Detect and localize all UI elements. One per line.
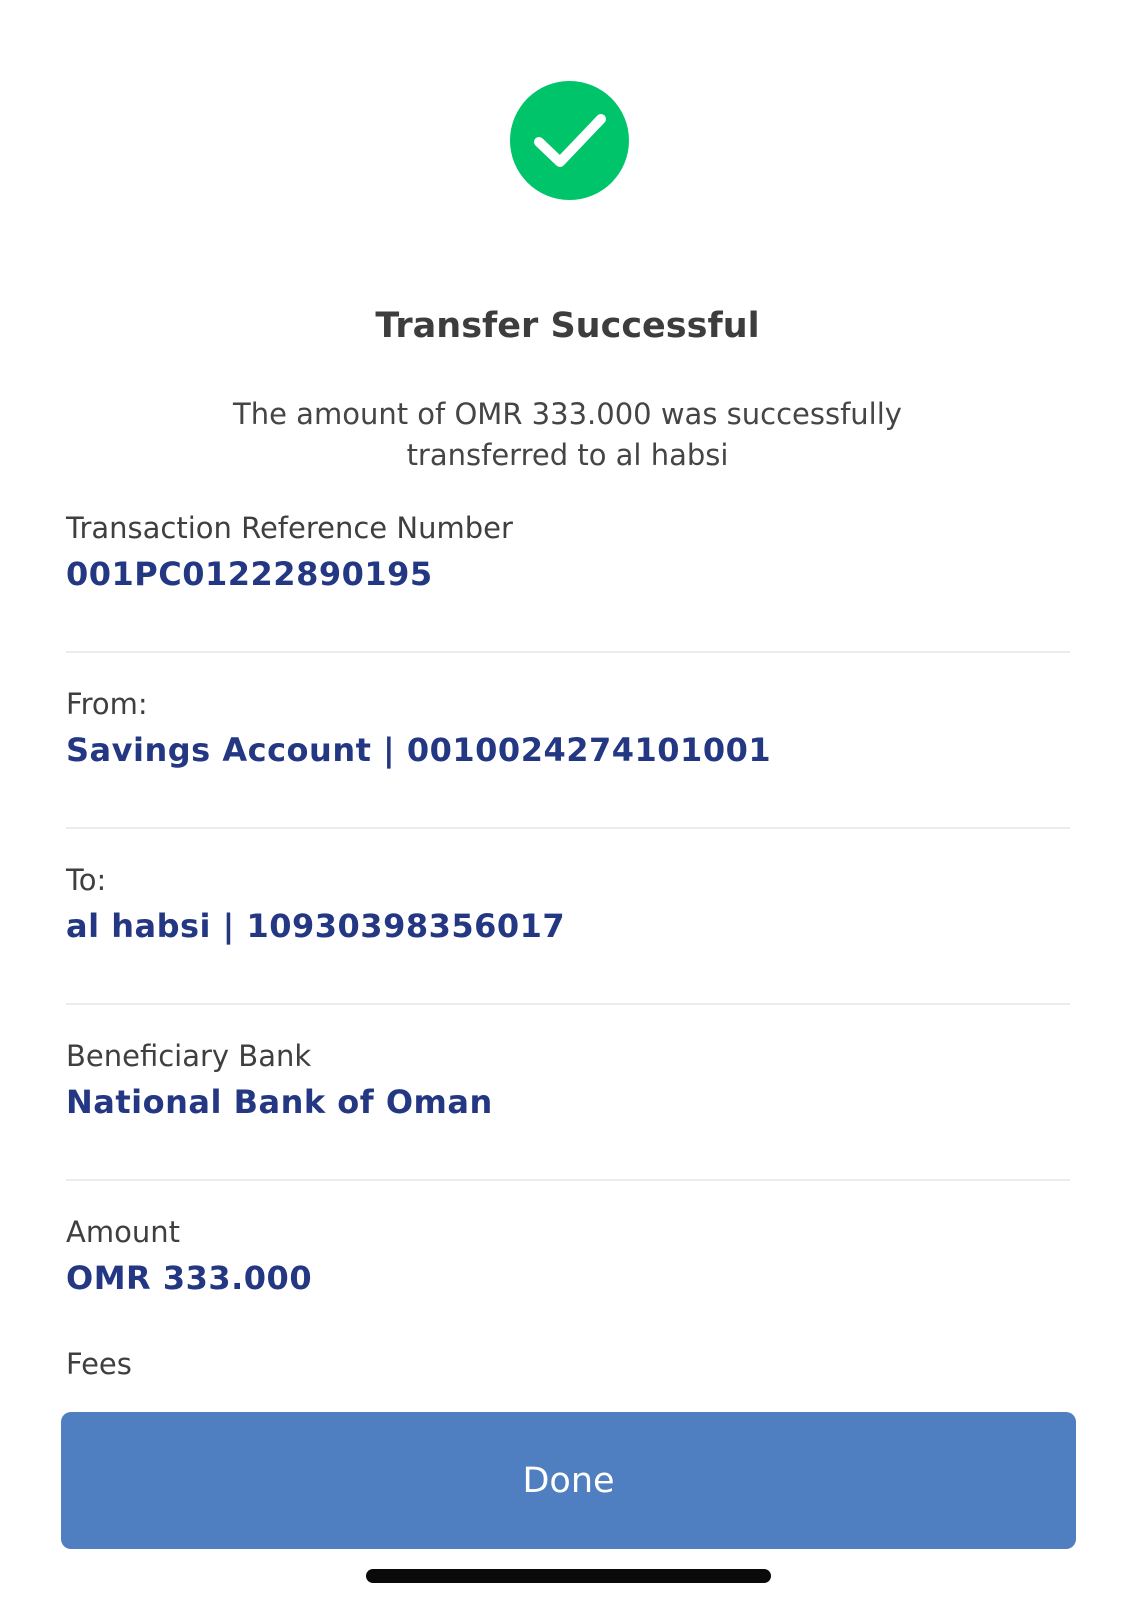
to-account-field [66, 861, 1070, 946]
success-message [200, 394, 935, 476]
from-account-field [66, 685, 1070, 770]
success-message-line-1: The amount of OMR 333.000 was successfully [233, 397, 902, 431]
to-label: To: [66, 863, 107, 897]
fees-label: Fees [66, 1347, 132, 1381]
transaction-reference-field [66, 509, 1070, 594]
beneficiary-bank-value: National Bank of Oman [66, 1083, 493, 1121]
divider [66, 651, 1070, 653]
from-value: Savings Account | 0010024274101001 [66, 731, 772, 769]
page-title: Transfer Successful [375, 306, 760, 346]
checkmark-icon [510, 81, 629, 200]
divider [66, 827, 1070, 829]
fees-field [66, 1345, 1070, 1383]
beneficiary-bank-label: Beneficiary Bank [66, 1039, 312, 1073]
done-button[interactable]: Done [61, 1412, 1076, 1549]
divider [66, 1003, 1070, 1005]
transaction-reference-value: 001PC01222890195 [66, 555, 433, 593]
home-indicator[interactable] [366, 1569, 771, 1583]
divider [66, 1179, 1070, 1181]
success-message-line-2: transferred to al habsi [406, 438, 729, 472]
amount-field [66, 1213, 1070, 1298]
from-label: From: [66, 687, 148, 721]
amount-value: OMR 333.000 [66, 1259, 313, 1297]
to-value: al habsi | 10930398356017 [66, 907, 566, 945]
beneficiary-bank-field [66, 1037, 1070, 1122]
success-checkmark-icon [510, 81, 629, 200]
transaction-reference-label: Transaction Reference Number [66, 511, 513, 545]
amount-label: Amount [66, 1215, 180, 1249]
